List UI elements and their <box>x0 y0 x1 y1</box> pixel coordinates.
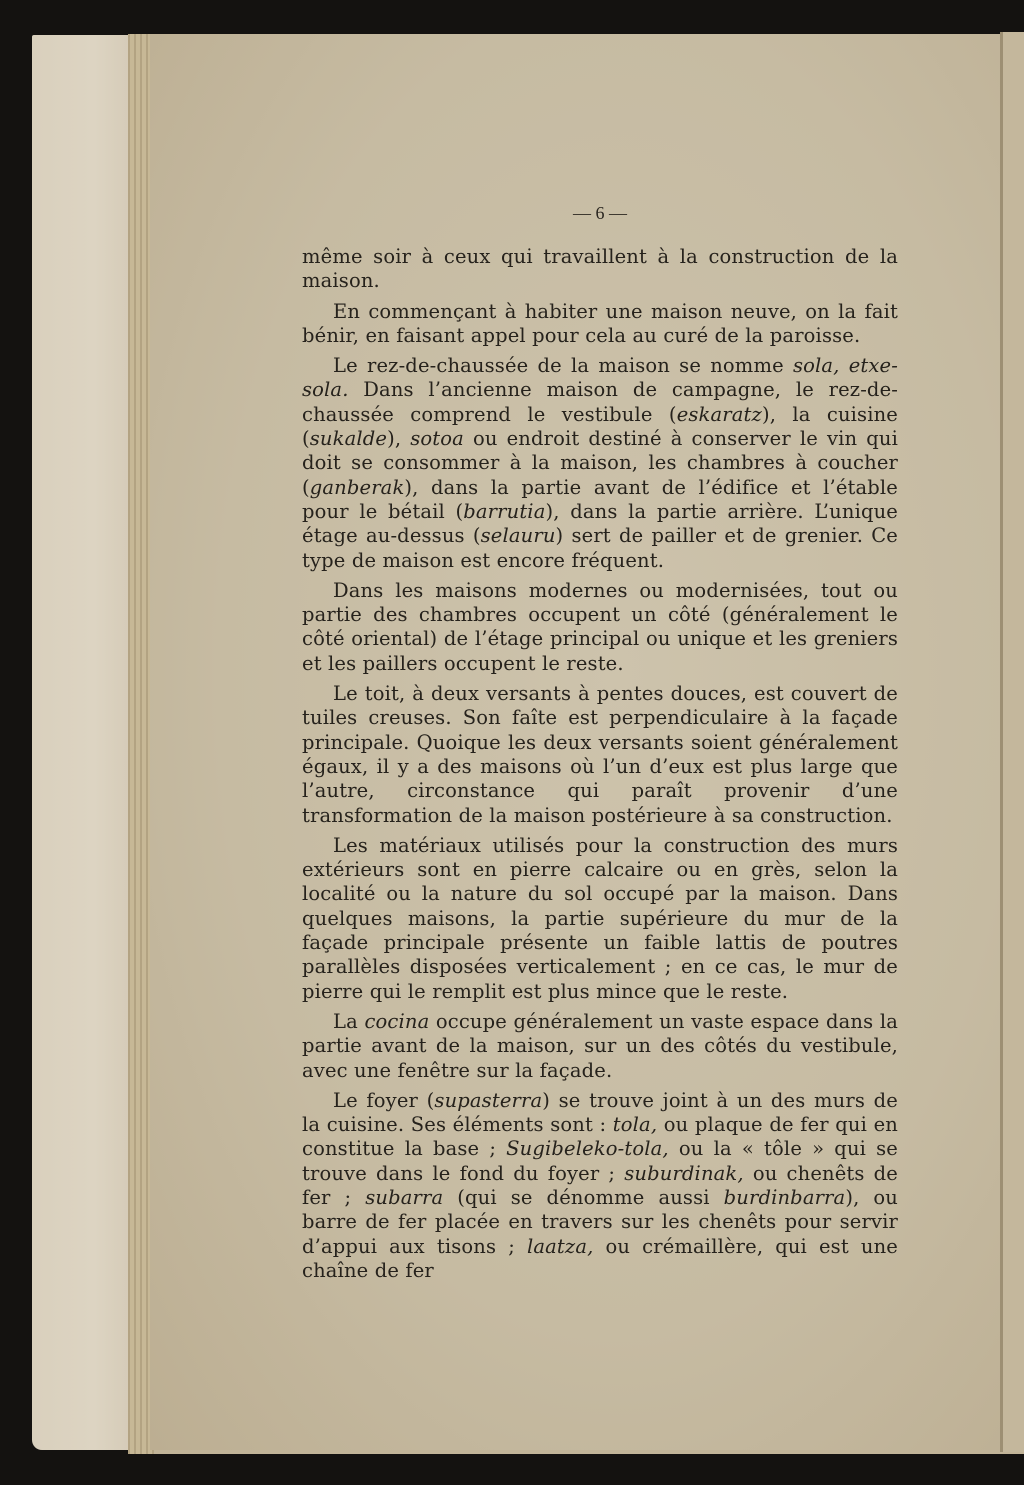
body-text <box>302 245 898 1289</box>
paragraph <box>302 682 898 828</box>
text-run: occupe généralement un vaste espace dans la partie avant de la maison, sur un des côtés du vestibule, avec une fenêtre sur la façade. <box>302 1009 898 1082</box>
italic-term: tola, <box>612 1113 658 1137</box>
italic-term: subarra <box>365 1185 444 1209</box>
text-run: même soir à ceux qui travaillent à la construction de la maison. <box>302 245 898 293</box>
text-run: ou plaque de fer qui en constitue la base ; <box>302 1113 898 1161</box>
text-run: ou la « tôle » qui se trouve dans le fond du foyer ; <box>302 1137 898 1185</box>
page-number: — 6 — <box>573 203 627 223</box>
facing-page-edge <box>1003 32 1024 1452</box>
text-run: Le rez-de-chaussée de la maison se nomme <box>333 354 793 378</box>
text-run: Le foyer ( <box>333 1088 435 1112</box>
text-run: ), <box>387 427 411 451</box>
text-run: ), la cuisine ( <box>302 402 898 451</box>
text-run: Le toit, à deux versants à pentes douces, est couvert de tuiles creuses. Son faîte est perpendiculaire à la façade principale. Quoique les deux versants soient généralement égaux, il y a des maisons où l’un d’eux est plus large que l’autre, circonstance qui paraît provenir d’une transformation de la maison postérieure à sa construction. <box>302 682 898 827</box>
paragraph <box>302 1089 898 1283</box>
paragraph <box>302 1010 898 1083</box>
paragraph <box>302 354 898 573</box>
paragraph <box>302 245 898 294</box>
italic-term: laatza, <box>526 1234 594 1258</box>
text-run: ), ou barre de fer placée en travers sur les chenêts pour servir d’appui aux tisons ; <box>302 1185 899 1258</box>
italic-term: eskaratz <box>676 402 762 426</box>
text-run: ou endroit destiné à conserver le vin qui doit se consommer à la maison, les chambres à coucher ( <box>302 427 898 499</box>
text-run: Les matériaux utilisés pour la construction des murs extérieurs sont en pierre calcaire ou en grès, selon la localité ou la nature du sol occupé par la maison. Dans quelques maisons, la partie supérieure du mur de la façade principale présente un faible lattis de poutres parallèles disposées verticalement ; en ce cas, le mur de pierre qui le remplit est plus mince que le reste. <box>302 833 898 1003</box>
text-run: ou crémaillère, qui est une chaîne de fer <box>302 1234 898 1282</box>
text-run: ) sert de pailler et de grenier. Ce type de maison est encore fréquent. <box>302 524 898 572</box>
text-run: ou chenêts de fer ; <box>302 1161 898 1209</box>
italic-term: supasterra <box>434 1088 543 1112</box>
italic-term: sotoa <box>410 427 464 451</box>
italic-term: barrutia <box>463 499 546 523</box>
text-run: Dans les maisons modernes ou modernisées, tout ou partie des chambres occupent un côté (généralement le côté oriental) de l’étage principal ou unique et les greniers et les paillers occupent le reste. <box>302 578 898 675</box>
text-run: En commençant à habiter une maison neuve, on la fait bénir, en faisant appel pour cela au curé de la paroisse. <box>302 299 898 347</box>
text-run: La <box>333 1009 365 1033</box>
text-run: ), dans la partie avant de l’édifice et l’étable pour le bétail ( <box>302 475 898 523</box>
paragraph <box>302 579 898 676</box>
text-run: Dans l’ancienne maison de campagne, le rez-de-chaussée comprend le vestibule ( <box>302 378 898 426</box>
text-run: ), dans la partie arrière. L’unique étage au-dessus ( <box>302 499 898 548</box>
text-run: (qui se dénomme aussi <box>443 1185 724 1209</box>
italic-term: burdinbarra <box>723 1185 846 1209</box>
left-cover-flap <box>32 35 136 1450</box>
italic-term: sola, etxe-sola. <box>302 354 898 402</box>
text-run: ) se trouve joint à un des murs de la cuisine. Ses éléments sont : <box>302 1088 898 1137</box>
italic-term: cocina <box>364 1009 430 1033</box>
paragraph <box>302 300 898 349</box>
paragraph <box>302 834 898 1004</box>
italic-term: sukalde <box>309 427 388 451</box>
italic-term: Sugibeleko-tola, <box>506 1137 669 1161</box>
italic-term: selauru <box>480 524 556 548</box>
italic-term: ganberak <box>309 475 405 499</box>
italic-term: suburdinak, <box>624 1161 744 1185</box>
